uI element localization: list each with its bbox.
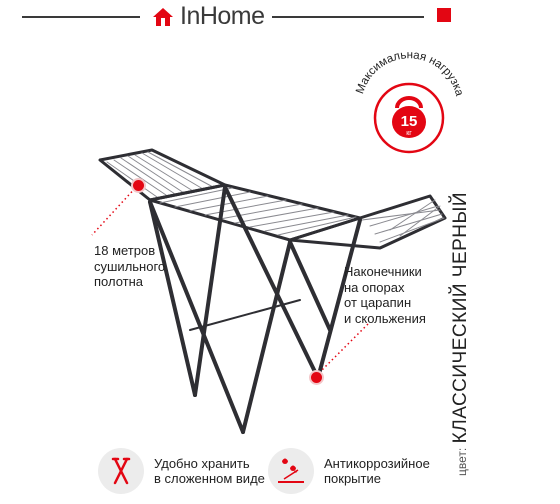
color-label	[450, 192, 495, 476]
color-value: КЛАССИЧЕСКИЙ ЧЕРНЫЙ	[450, 192, 471, 444]
brand-name: InHome	[180, 2, 265, 30]
folding-icon	[98, 448, 144, 494]
badge-weight-unit: кг	[406, 130, 412, 137]
callout-dot-tips	[311, 372, 322, 383]
feature-anticorrosion-line-1: Антикоррозийное	[324, 455, 430, 471]
badge-arc-text: Максимальная нагрузка	[354, 49, 466, 98]
callout-tips-line-3: от царапин	[344, 295, 412, 310]
feature-anticorrosion	[268, 448, 430, 494]
callout-tips	[344, 264, 426, 326]
callout-dot-length	[133, 180, 144, 191]
callout-length-line-3: полотна	[94, 274, 144, 289]
anticorrosion-icon	[268, 448, 314, 494]
callout-tips-line-1: Наконечники	[344, 264, 422, 279]
feature-folding-line-2: в сложенном виде	[154, 471, 265, 486]
callout-length-line-1: 18 метров	[94, 243, 156, 258]
feature-anticorrosion-line-2: покрытие	[324, 471, 381, 486]
callout-length	[94, 243, 165, 290]
feature-folding	[98, 448, 265, 494]
callout-tips-line-4: и скольжения	[344, 310, 426, 326]
feature-folding-line-1: Удобно хранить	[154, 455, 250, 471]
callout-length-line-2: сушильного	[94, 258, 166, 274]
callout-tips-line-2: на опорах	[344, 279, 405, 295]
color-prefix: цвет:	[455, 447, 469, 476]
badge-weight-value: 15	[400, 113, 418, 130]
